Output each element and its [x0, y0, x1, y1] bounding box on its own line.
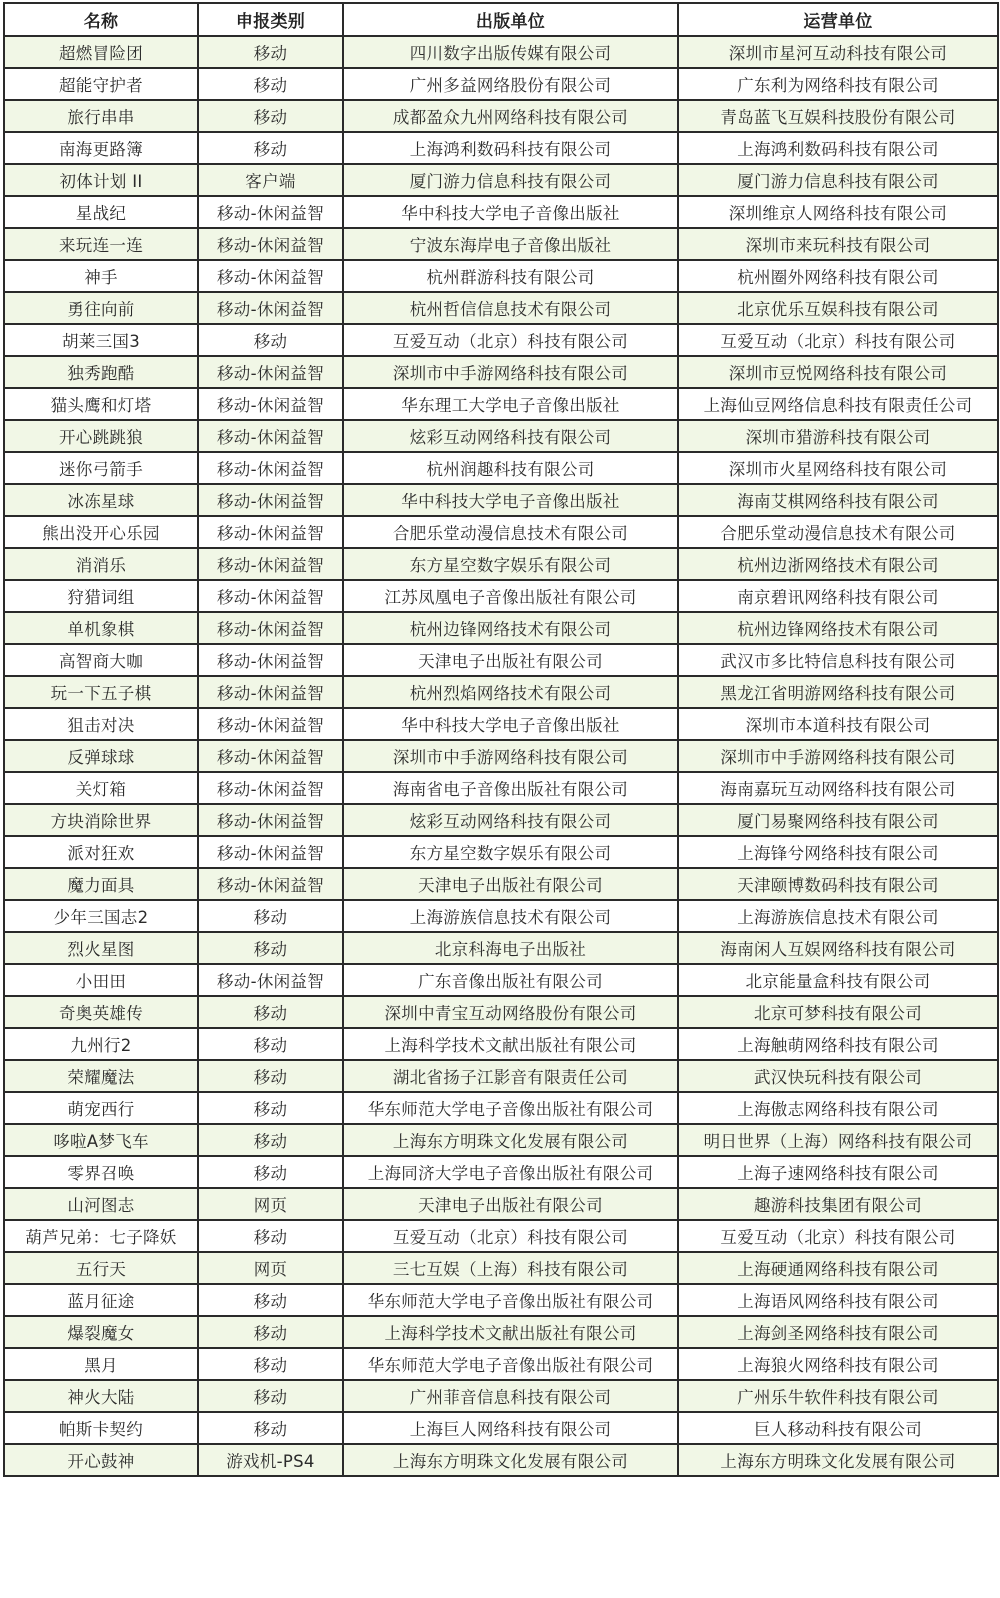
cell-operator: 上海剑圣网络科技有限公司: [678, 1316, 998, 1348]
cell-category: 移动-休闲益智: [198, 836, 343, 868]
cell-operator: 巨人移动科技有限公司: [678, 1412, 998, 1444]
cell-publisher: 炫彩互动网络科技有限公司: [343, 804, 678, 836]
cell-category: 移动: [198, 1028, 343, 1060]
cell-operator: 深圳市来玩科技有限公司: [678, 228, 998, 260]
cell-name: 冰冻星球: [4, 484, 198, 516]
table-row: [4, 68, 998, 100]
cell-category: 移动-休闲益智: [198, 676, 343, 708]
cell-operator: 互爱互动（北京）科技有限公司: [678, 324, 998, 356]
cell-category: 移动-休闲益智: [198, 196, 343, 228]
cell-category: 移动: [198, 1348, 343, 1380]
cell-publisher: 东方星空数字娱乐有限公司: [343, 836, 678, 868]
table-row: [4, 804, 998, 836]
cell-name: 迷你弓箭手: [4, 452, 198, 484]
cell-name: 关灯箱: [4, 772, 198, 804]
cell-category: 网页: [198, 1252, 343, 1284]
cell-name: 独秀跑酷: [4, 356, 198, 388]
cell-operator: 深圳维京人网络科技有限公司: [678, 196, 998, 228]
cell-publisher: 上海东方明珠文化发展有限公司: [343, 1124, 678, 1156]
cell-category: 游戏机-PS4: [198, 1444, 343, 1476]
cell-name: 派对狂欢: [4, 836, 198, 868]
cell-publisher: 合肥乐堂动漫信息技术有限公司: [343, 516, 678, 548]
cell-category: 移动: [198, 1060, 343, 1092]
cell-operator: 合肥乐堂动漫信息技术有限公司: [678, 516, 998, 548]
cell-name: 高智商大咖: [4, 644, 198, 676]
cell-publisher: 三七互娱（上海）科技有限公司: [343, 1252, 678, 1284]
table-row: [4, 676, 998, 708]
cell-name: 玩一下五子棋: [4, 676, 198, 708]
cell-name: 旅行串串: [4, 100, 198, 132]
cell-name: 葫芦兄弟：七子降妖: [4, 1220, 198, 1252]
table-row: [4, 100, 998, 132]
cell-operator: 上海触萌网络科技有限公司: [678, 1028, 998, 1060]
cell-operator: 北京能量盒科技有限公司: [678, 964, 998, 996]
cell-publisher: 杭州群游科技有限公司: [343, 260, 678, 292]
table-row: [4, 1444, 998, 1476]
cell-operator: 明日世界（上海）网络科技有限公司: [678, 1124, 998, 1156]
cell-publisher: 杭州润趣科技有限公司: [343, 452, 678, 484]
cell-name: 星战纪: [4, 196, 198, 228]
cell-publisher: 海南省电子音像出版社有限公司: [343, 772, 678, 804]
cell-category: 移动-休闲益智: [198, 868, 343, 900]
cell-publisher: 成都盈众九州网络科技有限公司: [343, 100, 678, 132]
cell-operator: 广东利为网络科技有限公司: [678, 68, 998, 100]
table-row: [4, 1124, 998, 1156]
table-row: [4, 1156, 998, 1188]
cell-operator: 北京优乐互娱科技有限公司: [678, 292, 998, 324]
cell-name: 初体计划 II: [4, 164, 198, 196]
cell-category: 移动-休闲益智: [198, 644, 343, 676]
cell-operator: 南京碧讯网络科技有限公司: [678, 580, 998, 612]
cell-category: 移动-休闲益智: [198, 260, 343, 292]
cell-publisher: 炫彩互动网络科技有限公司: [343, 420, 678, 452]
cell-category: 移动-休闲益智: [198, 228, 343, 260]
cell-operator: 上海傲志网络科技有限公司: [678, 1092, 998, 1124]
cell-operator: 深圳市本道科技有限公司: [678, 708, 998, 740]
cell-name: 来玩连一连: [4, 228, 198, 260]
cell-operator: 上海鸿利数码科技有限公司: [678, 132, 998, 164]
cell-name: 反弹球球: [4, 740, 198, 772]
cell-name: 胡莱三国3: [4, 324, 198, 356]
cell-operator: 上海语风网络科技有限公司: [678, 1284, 998, 1316]
table-row: [4, 964, 998, 996]
cell-operator: 互爱互动（北京）科技有限公司: [678, 1220, 998, 1252]
cell-category: 移动-休闲益智: [198, 708, 343, 740]
table-row: [4, 1316, 998, 1348]
table-row: [4, 164, 998, 196]
cell-publisher: 杭州烈焰网络技术有限公司: [343, 676, 678, 708]
cell-operator: 上海硬通网络科技有限公司: [678, 1252, 998, 1284]
cell-name: 开心鼓神: [4, 1444, 198, 1476]
cell-category: 移动-休闲益智: [198, 516, 343, 548]
header-row: [4, 3, 998, 36]
cell-name: 烈火星图: [4, 932, 198, 964]
table-row: [4, 420, 998, 452]
cell-publisher: 上海东方明珠文化发展有限公司: [343, 1444, 678, 1476]
cell-operator: 趣游科技集团有限公司: [678, 1188, 998, 1220]
table-row: [4, 324, 998, 356]
cell-name: 开心跳跳狼: [4, 420, 198, 452]
cell-publisher: 上海同济大学电子音像出版社有限公司: [343, 1156, 678, 1188]
cell-publisher: 宁波东海岸电子音像出版社: [343, 228, 678, 260]
cell-publisher: 江苏凤凰电子音像出版社有限公司: [343, 580, 678, 612]
cell-operator: 厦门易聚网络科技有限公司: [678, 804, 998, 836]
cell-name: 九州行2: [4, 1028, 198, 1060]
table-row: [4, 1412, 998, 1444]
table-row: [4, 836, 998, 868]
cell-operator: 杭州边浙网络技术有限公司: [678, 548, 998, 580]
table-row: [4, 1060, 998, 1092]
cell-operator: 厦门游力信息科技有限公司: [678, 164, 998, 196]
cell-category: 网页: [198, 1188, 343, 1220]
cell-name: 帕斯卡契约: [4, 1412, 198, 1444]
cell-name: 零界召唤: [4, 1156, 198, 1188]
cell-category: 移动-休闲益智: [198, 772, 343, 804]
table-row: [4, 1348, 998, 1380]
cell-category: 移动: [198, 900, 343, 932]
cell-name: 哆啦A梦飞车: [4, 1124, 198, 1156]
cell-operator: 上海锋兮网络科技有限公司: [678, 836, 998, 868]
cell-publisher: 广东音像出版社有限公司: [343, 964, 678, 996]
cell-category: 移动-休闲益智: [198, 964, 343, 996]
cell-category: 移动: [198, 132, 343, 164]
cell-category: 移动: [198, 1220, 343, 1252]
table-row: [4, 708, 998, 740]
table-body: [4, 36, 998, 1476]
table-row: [4, 1220, 998, 1252]
cell-publisher: 上海鸿利数码科技有限公司: [343, 132, 678, 164]
cell-operator: 武汉市多比特信息科技有限公司: [678, 644, 998, 676]
table-row: [4, 1028, 998, 1060]
cell-name: 奇奥英雄传: [4, 996, 198, 1028]
cell-publisher: 北京科海电子出版社: [343, 932, 678, 964]
cell-name: 山河图志: [4, 1188, 198, 1220]
cell-category: 移动-休闲益智: [198, 388, 343, 420]
cell-category: 移动: [198, 36, 343, 68]
cell-category: 移动-休闲益智: [198, 612, 343, 644]
cell-publisher: 杭州哲信信息技术有限公司: [343, 292, 678, 324]
cell-operator: 杭州圈外网络科技有限公司: [678, 260, 998, 292]
cell-name: 神手: [4, 260, 198, 292]
cell-category: 移动: [198, 996, 343, 1028]
cell-operator: 天津颐博数码科技有限公司: [678, 868, 998, 900]
cell-category: 移动: [198, 1124, 343, 1156]
cell-name: 勇往向前: [4, 292, 198, 324]
game-approval-table: [3, 2, 999, 1477]
cell-name: 狙击对决: [4, 708, 198, 740]
cell-operator: 青岛蓝飞互娱科技股份有限公司: [678, 100, 998, 132]
cell-publisher: 深圳市中手游网络科技有限公司: [343, 356, 678, 388]
cell-publisher: 上海科学技术文献出版社有限公司: [343, 1316, 678, 1348]
cell-category: 移动: [198, 1092, 343, 1124]
table-row: [4, 132, 998, 164]
cell-name: 少年三国志2: [4, 900, 198, 932]
table-row: [4, 1092, 998, 1124]
table-row: [4, 996, 998, 1028]
table-row: [4, 260, 998, 292]
cell-category: 移动: [198, 1284, 343, 1316]
cell-name: 消消乐: [4, 548, 198, 580]
cell-operator: 北京可梦科技有限公司: [678, 996, 998, 1028]
table-row: [4, 1252, 998, 1284]
cell-publisher: 华东师范大学电子音像出版社有限公司: [343, 1348, 678, 1380]
cell-category: 移动: [198, 324, 343, 356]
table-row: [4, 1380, 998, 1412]
cell-name: 熊出没开心乐园: [4, 516, 198, 548]
cell-publisher: 杭州边锋网络技术有限公司: [343, 612, 678, 644]
cell-category: 移动-休闲益智: [198, 420, 343, 452]
cell-operator: 上海子速网络科技有限公司: [678, 1156, 998, 1188]
cell-publisher: 互爱互动（北京）科技有限公司: [343, 1220, 678, 1252]
cell-category: 客户端: [198, 164, 343, 196]
cell-category: 移动-休闲益智: [198, 740, 343, 772]
cell-publisher: 上海游族信息技术有限公司: [343, 900, 678, 932]
cell-operator: 深圳市火星网络科技有限公司: [678, 452, 998, 484]
cell-publisher: 天津电子出版社有限公司: [343, 868, 678, 900]
cell-name: 单机象棋: [4, 612, 198, 644]
table-row: [4, 1284, 998, 1316]
cell-name: 超能守护者: [4, 68, 198, 100]
cell-name: 南海更路簿: [4, 132, 198, 164]
cell-operator: 上海仙豆网络信息科技有限责任公司: [678, 388, 998, 420]
cell-publisher: 上海巨人网络科技有限公司: [343, 1412, 678, 1444]
cell-category: 移动: [198, 68, 343, 100]
table-row: [4, 484, 998, 516]
table-container: [3, 2, 997, 1477]
cell-operator: 武汉快玩科技有限公司: [678, 1060, 998, 1092]
cell-name: 神火大陆: [4, 1380, 198, 1412]
table-row: [4, 36, 998, 68]
cell-name: 黑月: [4, 1348, 198, 1380]
cell-category: 移动: [198, 1380, 343, 1412]
cell-publisher: 上海科学技术文献出版社有限公司: [343, 1028, 678, 1060]
cell-publisher: 天津电子出版社有限公司: [343, 1188, 678, 1220]
cell-operator: 上海游族信息技术有限公司: [678, 900, 998, 932]
cell-name: 超燃冒险团: [4, 36, 198, 68]
cell-publisher: 华中科技大学电子音像出版社: [343, 708, 678, 740]
table-row: [4, 932, 998, 964]
cell-category: 移动: [198, 1412, 343, 1444]
table-row: [4, 196, 998, 228]
cell-category: 移动: [198, 1156, 343, 1188]
header-publisher: 出版单位: [343, 3, 678, 36]
cell-category: 移动-休闲益智: [198, 548, 343, 580]
table-row: [4, 356, 998, 388]
cell-category: 移动-休闲益智: [198, 580, 343, 612]
cell-name: 五行天: [4, 1252, 198, 1284]
cell-name: 狩猎词组: [4, 580, 198, 612]
cell-name: 爆裂魔女: [4, 1316, 198, 1348]
cell-operator: 上海东方明珠文化发展有限公司: [678, 1444, 998, 1476]
cell-publisher: 广州多益网络股份有限公司: [343, 68, 678, 100]
cell-publisher: 广州菲音信息科技有限公司: [343, 1380, 678, 1412]
table-row: [4, 740, 998, 772]
cell-publisher: 深圳中青宝互动网络股份有限公司: [343, 996, 678, 1028]
cell-category: 移动-休闲益智: [198, 356, 343, 388]
cell-name: 方块消除世界: [4, 804, 198, 836]
cell-publisher: 互爱互动（北京）科技有限公司: [343, 324, 678, 356]
table-row: [4, 516, 998, 548]
cell-operator: 深圳市豆悦网络科技有限公司: [678, 356, 998, 388]
cell-name: 小田田: [4, 964, 198, 996]
cell-category: 移动: [198, 100, 343, 132]
table-row: [4, 900, 998, 932]
cell-name: 魔力面具: [4, 868, 198, 900]
table-row: [4, 292, 998, 324]
cell-operator: 海南艾棋网络科技有限公司: [678, 484, 998, 516]
table-row: [4, 228, 998, 260]
header-operator: 运营单位: [678, 3, 998, 36]
cell-publisher: 华东理工大学电子音像出版社: [343, 388, 678, 420]
table-row: [4, 580, 998, 612]
table-row: [4, 868, 998, 900]
header-category: 申报类别: [198, 3, 343, 36]
cell-name: 萌宠西行: [4, 1092, 198, 1124]
cell-category: 移动: [198, 1316, 343, 1348]
cell-name: 荣耀魔法: [4, 1060, 198, 1092]
cell-operator: 海南嘉玩互动网络科技有限公司: [678, 772, 998, 804]
cell-category: 移动-休闲益智: [198, 484, 343, 516]
cell-publisher: 深圳市中手游网络科技有限公司: [343, 740, 678, 772]
table-row: [4, 612, 998, 644]
cell-operator: 黑龙江省明游网络科技有限公司: [678, 676, 998, 708]
cell-category: 移动-休闲益智: [198, 452, 343, 484]
cell-operator: 上海狼火网络科技有限公司: [678, 1348, 998, 1380]
cell-name: 猫头鹰和灯塔: [4, 388, 198, 420]
cell-operator: 海南闲人互娱网络科技有限公司: [678, 932, 998, 964]
table-row: [4, 644, 998, 676]
cell-publisher: 厦门游力信息科技有限公司: [343, 164, 678, 196]
table-row: [4, 772, 998, 804]
cell-category: 移动-休闲益智: [198, 804, 343, 836]
cell-publisher: 湖北省扬子江影音有限责任公司: [343, 1060, 678, 1092]
table-row: [4, 452, 998, 484]
cell-operator: 深圳市中手游网络科技有限公司: [678, 740, 998, 772]
cell-name: 蓝月征途: [4, 1284, 198, 1316]
header-name: 名称: [4, 3, 198, 36]
cell-publisher: 四川数字出版传媒有限公司: [343, 36, 678, 68]
cell-operator: 广州乐牛软件科技有限公司: [678, 1380, 998, 1412]
table-row: [4, 1188, 998, 1220]
cell-publisher: 华中科技大学电子音像出版社: [343, 196, 678, 228]
table-row: [4, 388, 998, 420]
cell-category: 移动-休闲益智: [198, 292, 343, 324]
table-row: [4, 548, 998, 580]
cell-publisher: 天津电子出版社有限公司: [343, 644, 678, 676]
cell-publisher: 华东师范大学电子音像出版社有限公司: [343, 1284, 678, 1316]
cell-publisher: 东方星空数字娱乐有限公司: [343, 548, 678, 580]
cell-publisher: 华中科技大学电子音像出版社: [343, 484, 678, 516]
cell-operator: 杭州边锋网络技术有限公司: [678, 612, 998, 644]
cell-publisher: 华东师范大学电子音像出版社有限公司: [343, 1092, 678, 1124]
cell-operator: 深圳市猎游科技有限公司: [678, 420, 998, 452]
cell-category: 移动: [198, 932, 343, 964]
cell-operator: 深圳市星河互动科技有限公司: [678, 36, 998, 68]
